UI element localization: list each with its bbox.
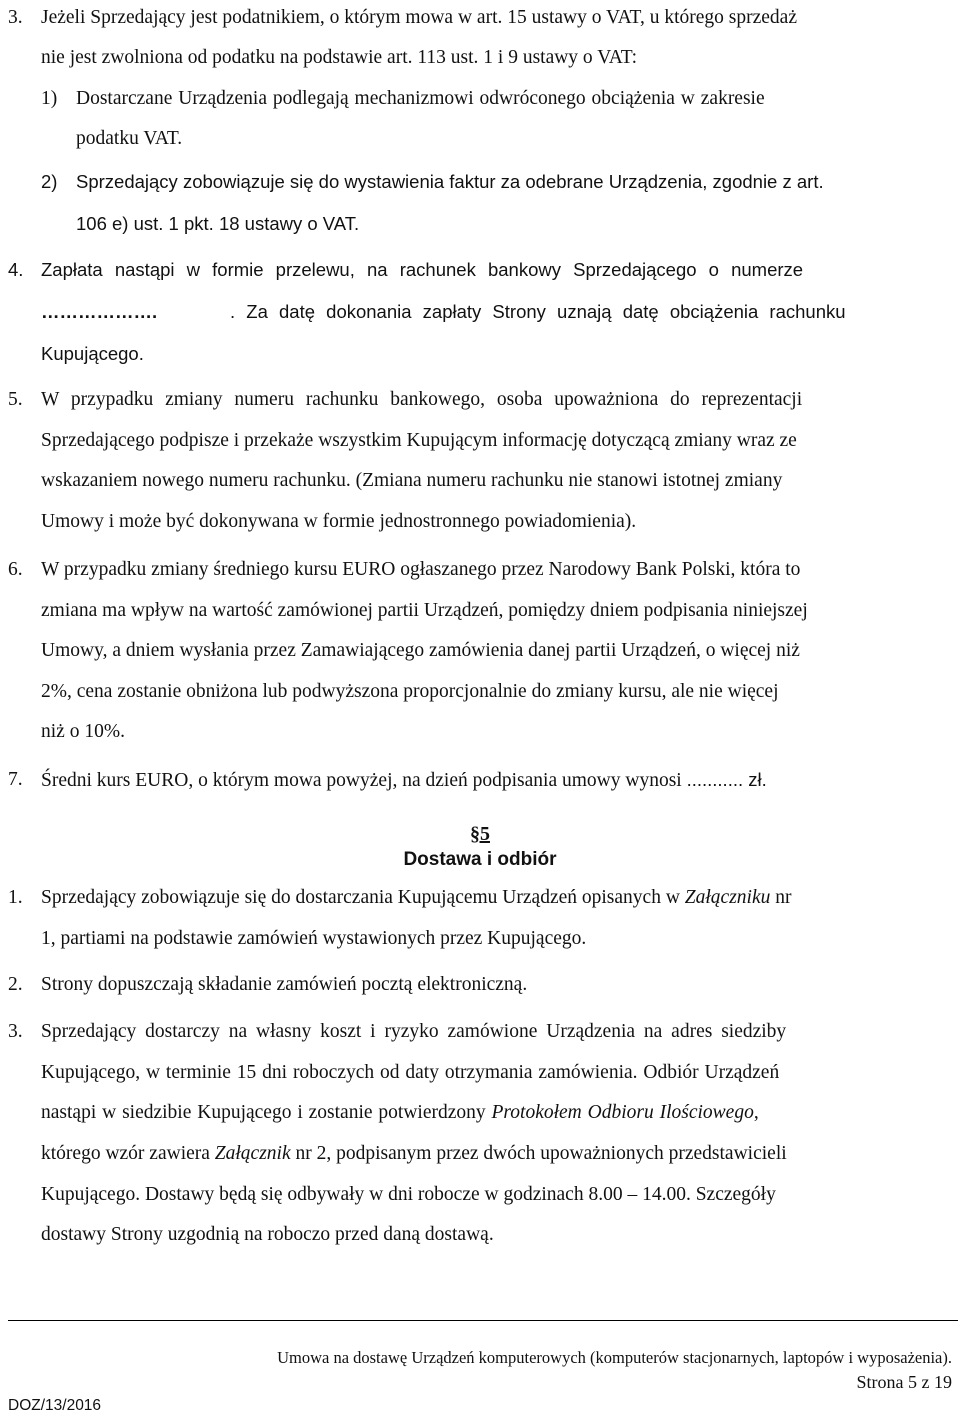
subitem-1-text-line-2: podatku VAT.	[76, 128, 183, 149]
item-number: 2.	[8, 974, 23, 995]
currency-unit: zł.	[743, 769, 767, 790]
item-7-text: Średni kurs EURO, o którym mowa powyżej, na dzień podpisania umowy wynosi	[41, 770, 687, 791]
footer-page-number: Strona 5 z 19	[856, 1372, 952, 1392]
protocol-reference: Protokołem Odbioru Ilościowego	[491, 1102, 754, 1123]
section-item-3-line-6: dostawy Strony uzgodnią na roboczo przed daną dostawą.	[41, 1224, 494, 1245]
item-4-text-line-1: Zapłata nastąpi w formie przelewu, na rachunek bankowy Sprzedającego o numerze	[41, 259, 804, 280]
section-item-2-line-1: Strony dopuszczają składanie zamówień pocztą elektroniczną.	[41, 974, 528, 995]
item-4-text-line-3: Kupującego.	[41, 343, 144, 364]
section-item-3-text-c: ,	[753, 1102, 759, 1123]
attachment-reference: Załączniku	[684, 887, 771, 908]
section-item-1-text-c: nr	[770, 887, 792, 908]
footer-contract-title: Umowa na dostawę Urządzeń komputerowych (komputerów stacjonarnych, laptopów i wyposażenia).	[277, 1348, 952, 1367]
rate-placeholder: ...........	[686, 769, 744, 790]
item-7-text-line-1	[41, 768, 767, 793]
item-3-text-line-1: Jeżeli Sprzedający jest podatnikiem, o którym mowa w art. 15 ustawy o VAT, u którego sprzedaż	[41, 7, 797, 28]
item-5-text-line-4: Umowy i może być dokonywana w formie jednostronnego powiadomienia).	[41, 511, 637, 532]
item-5-text-line-2: Sprzedającego podpisze i przekaże wszystkim Kupującym informację dotyczącą zmiany wraz ze	[41, 430, 797, 451]
item-6-text-line-1: W przypadku zmiany średniego kursu EURO ogłaszanego przez Narodowy Bank Polski, która to	[41, 559, 801, 580]
account-number-placeholder: ……………….	[41, 301, 158, 322]
section-number-text: §5	[470, 823, 490, 845]
item-number: 6.	[8, 559, 23, 580]
subitem-number: 1)	[41, 88, 58, 109]
item-number: 1.	[8, 887, 23, 908]
subitem-2-text-line-2: 106 e) ust. 1 pkt. 18 ustawy o VAT.	[76, 213, 360, 234]
item-5-text-line-3: wskazaniem nowego numeru rachunku. (Zmiana numeru rachunku nie stanowi istotnej zmiany	[41, 470, 783, 491]
subitem-1-text-line-1: Dostarczane Urządzenia podlegają mechanizmowi odwróconego obciążenia w zakresie	[76, 88, 765, 109]
item-6-text-line-2: zmiana ma wpływ na wartość zamówionej partii Urządzeń, pomiędzy dniem podpisania niniejszej	[41, 600, 808, 621]
item-number: 7.	[8, 769, 23, 790]
section-item-3-line-5: Kupującego. Dostawy będą się odbywały w dni robocze w godzinach 8.00 – 14.00. Szczegóły	[41, 1184, 776, 1205]
item-6-text-line-5: niż o 10%.	[41, 721, 125, 742]
item-number: 3.	[8, 1021, 23, 1042]
item-6-text-line-3: Umowy, a dniem wysłania przez Zamawiającego zamówienia danej partii Urządzeń, o więcej niż	[41, 640, 800, 661]
item-5-text-line-1: W przypadku zmiany numeru rachunku bankowego, osoba upoważniona do reprezentacji	[41, 389, 803, 410]
section-item-3-line-4	[41, 1142, 787, 1166]
section-item-3-text-e: nr 2, podpisanym przez dwóch upoważnionych przedstawicieli	[290, 1143, 787, 1164]
section-item-3-line-3	[41, 1101, 759, 1125]
subitem-number: 2)	[41, 171, 58, 192]
item-4-text-line-2: . Za datę dokonania zapłaty Strony uznają datę obciążenia rachunku	[230, 301, 846, 322]
section-item-3-line-1: Sprzedający dostarczy na własny koszt i ryzyko zamówione Urządzenia na adres siedziby	[41, 1021, 787, 1042]
item-3-text-line-2: nie jest zwolniona od podatku na podstawie art. 113 ust. 1 i 9 ustawy o VAT:	[41, 47, 638, 68]
footer-reference: DOZ/13/2016	[8, 1397, 102, 1414]
subitem-2-text-line-1: Sprzedający zobowiązuje się do wystawienia faktur za odebrane Urządzenia, zgodnie z art.	[76, 171, 824, 192]
section-number	[0, 822, 960, 846]
section-item-3-text-a: nastąpi w siedzibie Kupującego i zostanie potwierdzony	[41, 1102, 492, 1123]
section-item-1-line-1	[41, 886, 792, 910]
item-number: 3.	[8, 7, 23, 28]
item-number: 4.	[8, 259, 24, 280]
section-title: Dostawa i odbiór	[403, 849, 557, 870]
item-6-text-line-4: 2%, cena zostanie obniżona lub podwyższona proporcjonalnie do zmiany kursu, ale nie więcej	[41, 681, 779, 702]
section-item-3-line-2: Kupującego, w terminie 15 dni roboczych od daty otrzymania zamówienia. Odbiór Urządzeń	[41, 1062, 780, 1083]
attachment-reference: Załącznik	[214, 1143, 291, 1164]
section-item-1-text-a: Sprzedający zobowiązuje się do dostarczania Kupującemu Urządzeń opisanych w	[41, 887, 685, 908]
item-number: 5.	[8, 389, 23, 410]
section-item-3-text-d: którego wzór zawiera	[41, 1143, 215, 1164]
section-item-1-line-2: 1, partiami na podstawie zamówień wystawionych przez Kupującego.	[41, 928, 587, 949]
footer-divider	[8, 1320, 958, 1321]
